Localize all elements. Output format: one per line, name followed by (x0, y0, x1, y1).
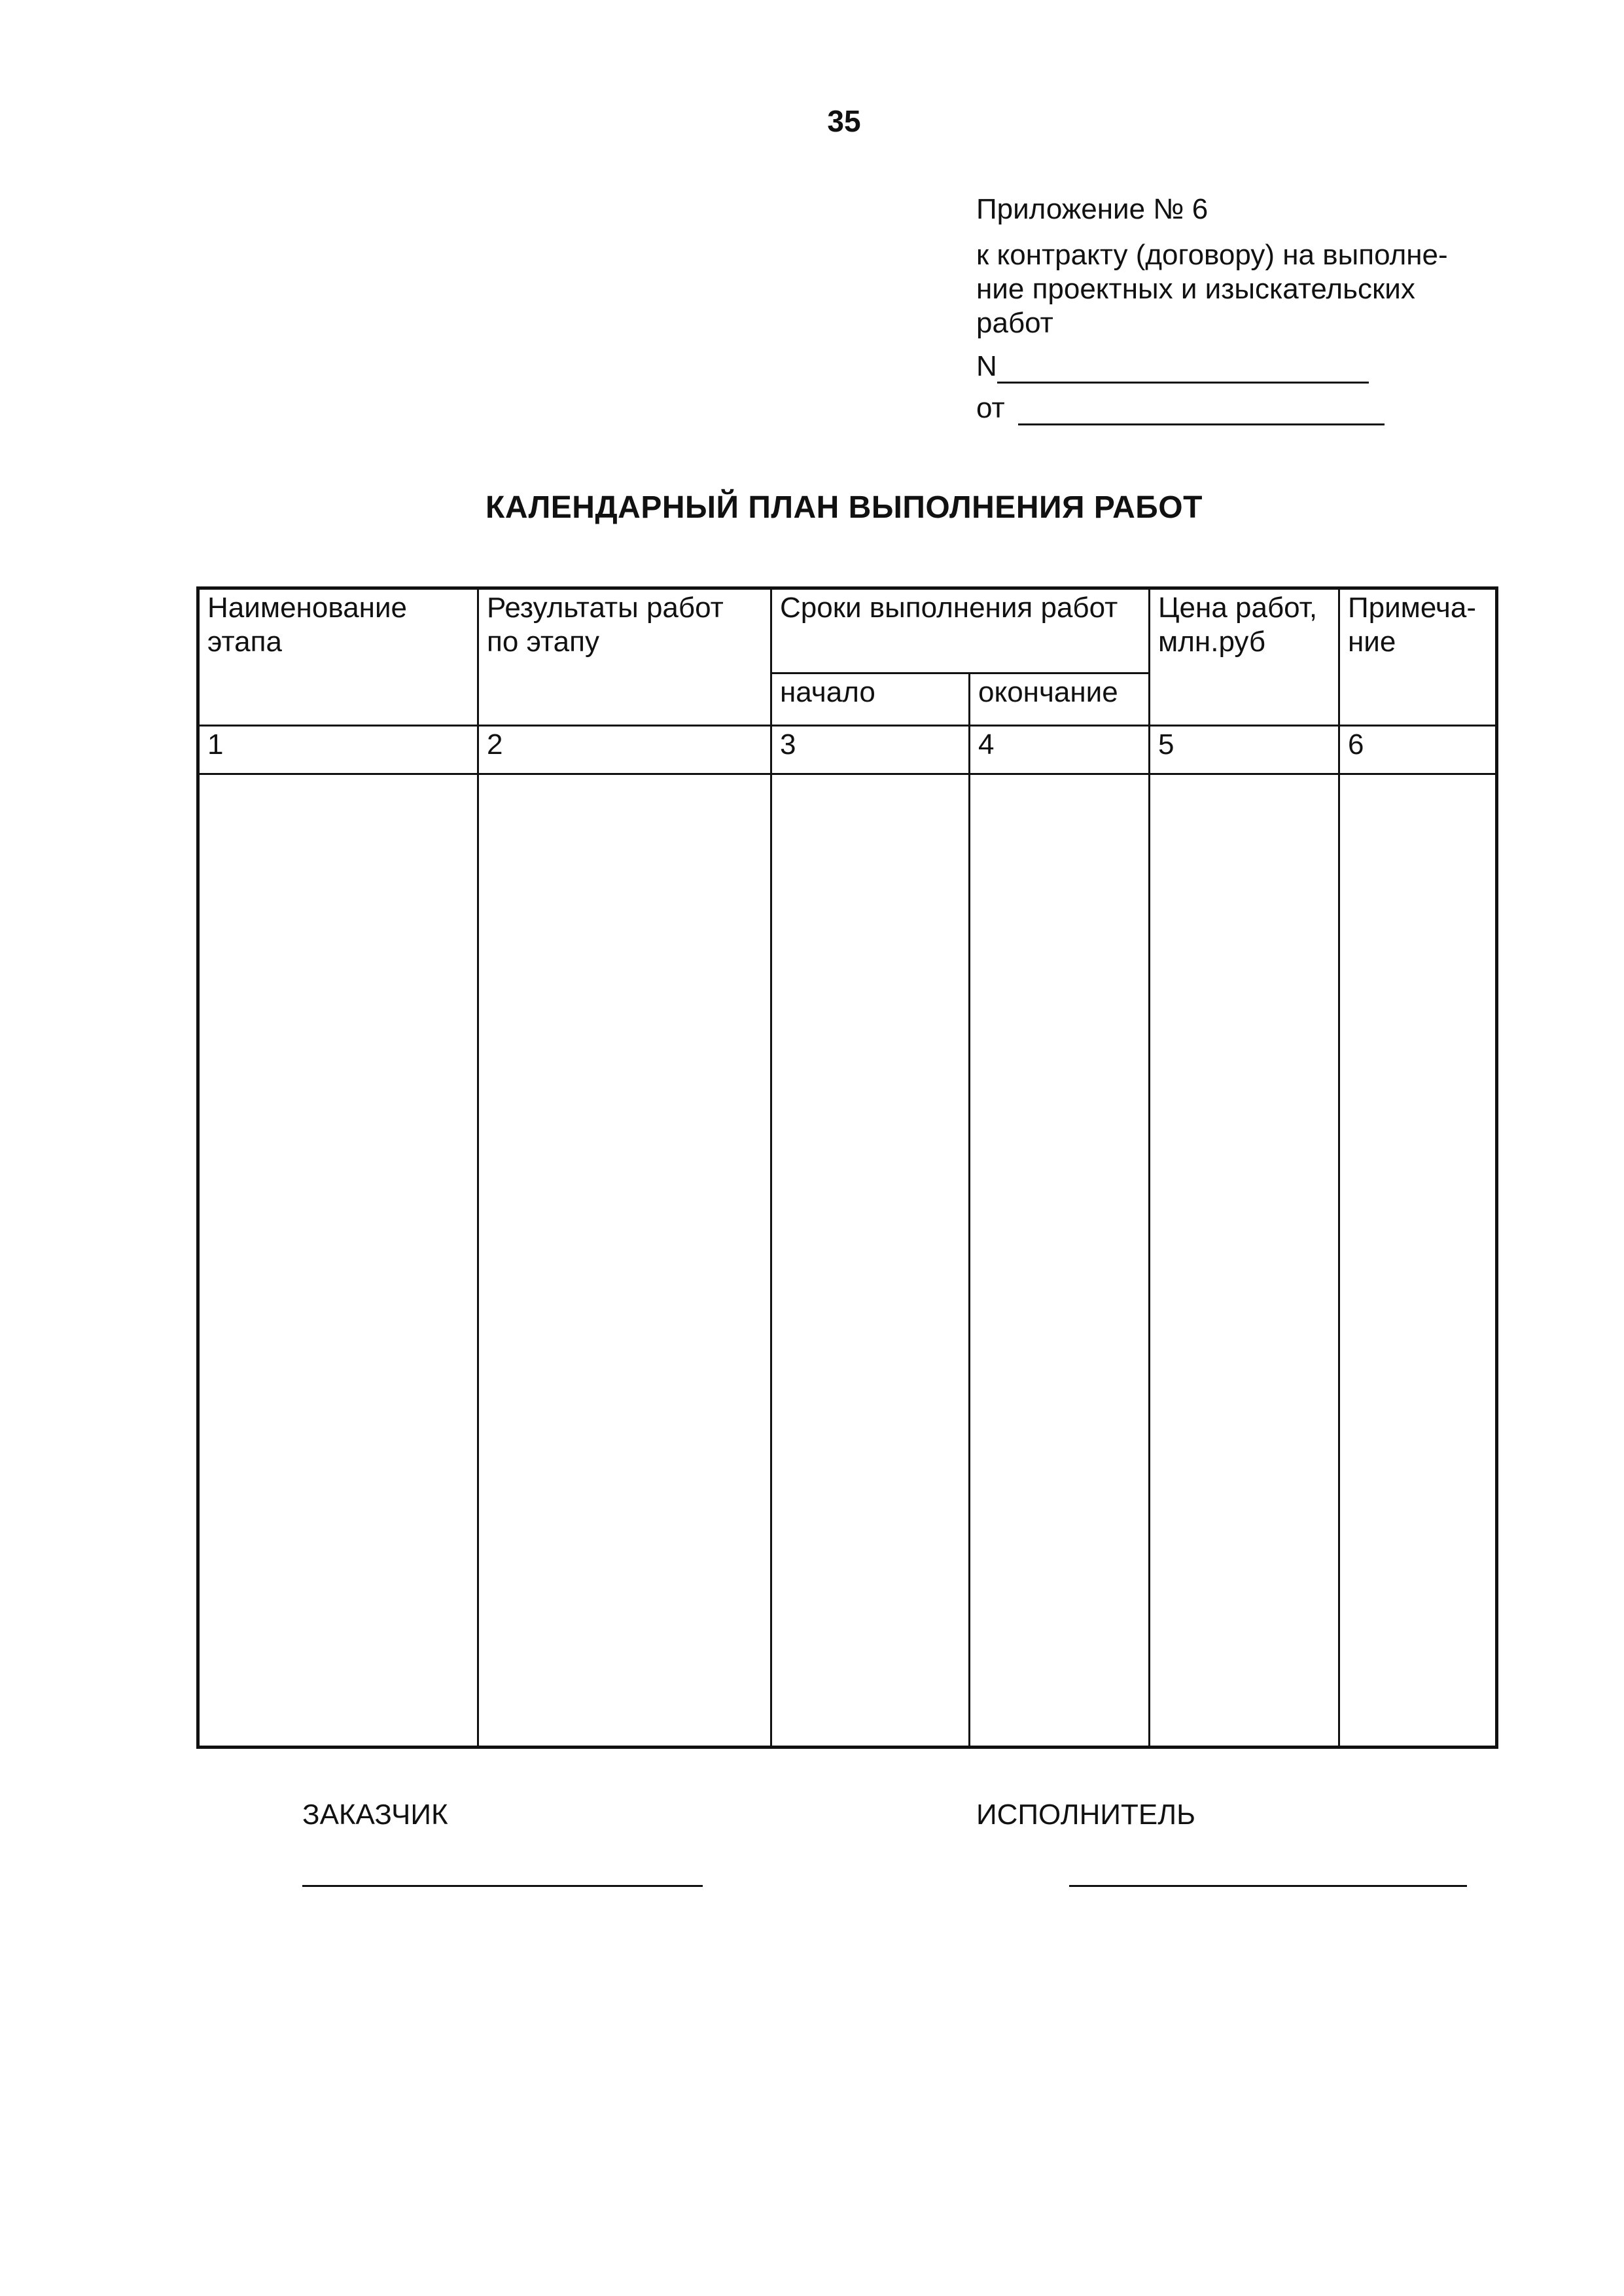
body-cell-results[interactable] (478, 774, 771, 1748)
column-number-3: 3 (771, 726, 970, 774)
contract-number-field (976, 348, 1487, 384)
header-stage-name-line1: Наименование (207, 592, 408, 624)
contract-number-blank[interactable] (997, 355, 1369, 384)
table-body-row (198, 774, 1497, 1748)
contract-date-field (976, 390, 1487, 425)
contract-number-label: N (976, 350, 997, 382)
page-number: 35 (827, 104, 861, 138)
contract-date-blank[interactable] (1018, 397, 1385, 425)
header-results-line1: Результаты работ (487, 592, 724, 624)
header-stage-name-line2: этапа (207, 626, 282, 658)
column-number-4: 4 (970, 726, 1150, 774)
body-cell-notes[interactable] (1339, 774, 1497, 1748)
header-start: начало (771, 673, 970, 726)
body-cell-start[interactable] (771, 774, 970, 1748)
appendix-reference-line-3: работ (976, 307, 1053, 339)
header-results (478, 588, 771, 726)
header-notes-line2: ние (1348, 626, 1396, 658)
appendix-block (976, 192, 1487, 425)
header-price-line1: Цена работ, (1158, 592, 1318, 624)
header-notes-line1: Примеча- (1348, 592, 1476, 624)
header-stage-name (198, 588, 478, 726)
column-number-2: 2 (478, 726, 771, 774)
header-notes (1339, 588, 1497, 726)
contractor-label: ИСПОЛНИТЕЛЬ (976, 1799, 1196, 1831)
table-header-row (198, 588, 1497, 673)
body-cell-price[interactable] (1150, 774, 1339, 1748)
column-number-6: 6 (1339, 726, 1497, 774)
document-title: КАЛЕНДАРНЫЙ ПЛАН ВЫПОЛНЕНИЯ РАБОТ (485, 490, 1203, 525)
appendix-reference-line-1: к контракту (договору) на выполне- (976, 239, 1448, 271)
calendar-plan-table (196, 586, 1498, 1749)
column-number-1: 1 (198, 726, 478, 774)
customer-signature-line[interactable] (302, 1885, 703, 1887)
appendix-title: Приложение № 6 (976, 193, 1209, 225)
contract-date-label: от (976, 392, 1005, 424)
appendix-reference-line-2: ние проектных и изыскательских (976, 273, 1415, 305)
header-end: окончание (970, 673, 1150, 726)
customer-label: ЗАКАЗЧИК (302, 1799, 448, 1831)
body-cell-end[interactable] (970, 774, 1150, 1748)
header-terms: Сроки выполнения работ (771, 588, 1150, 673)
contractor-signature-line[interactable] (1069, 1885, 1467, 1887)
header-price (1150, 588, 1339, 726)
body-cell-stage-name[interactable] (198, 774, 478, 1748)
column-number-row (198, 726, 1497, 774)
header-results-line2: по этапу (487, 626, 599, 658)
header-price-line2: млн.руб (1158, 626, 1266, 658)
column-number-5: 5 (1150, 726, 1339, 774)
